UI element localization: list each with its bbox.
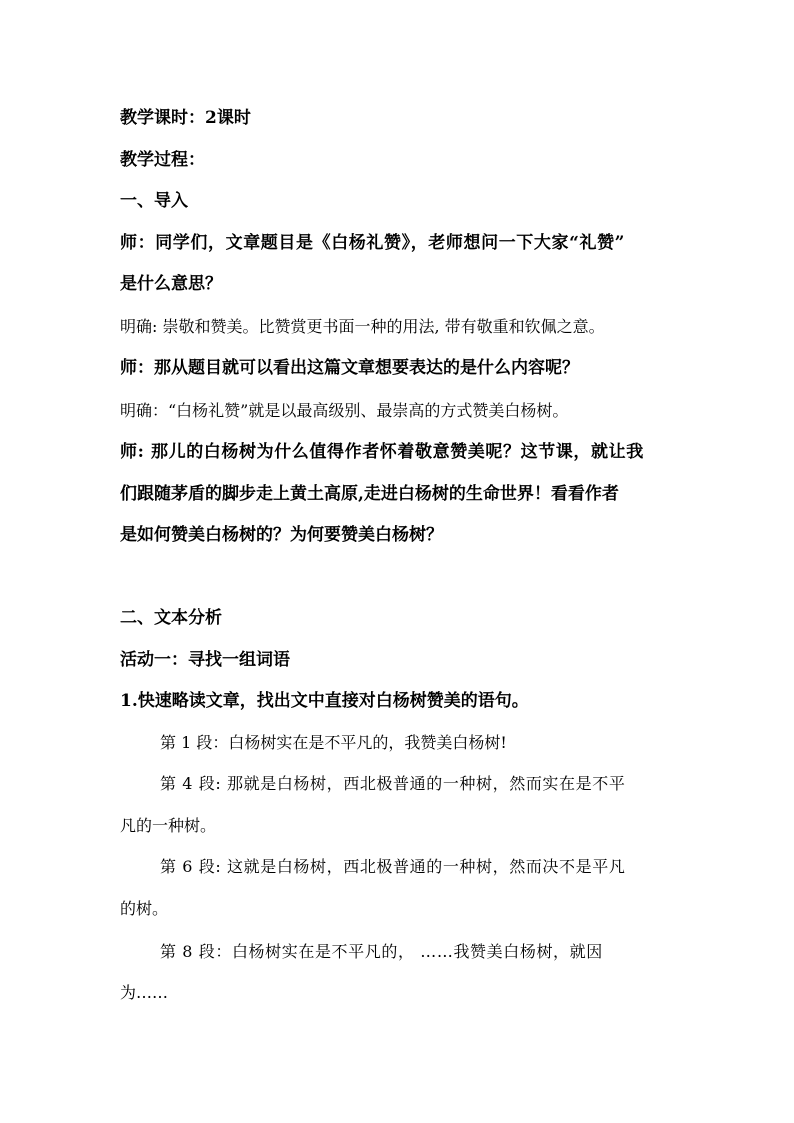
teacher-question-2: 师：那从题目就可以看出这篇文章想要表达的是什么内容呢？ (120, 358, 579, 378)
paragraph-8-quote-line-1: 第 8 段：白杨树实在是不平凡的， ……我赞美白杨树，就因 (160, 942, 603, 961)
class-hours-label: 教学课时：2课时 (120, 108, 251, 128)
teaching-process-heading: 教学过程： (120, 150, 205, 170)
answer-2: 明确：“白杨礼赞”就是以最高级别、最崇高的方式赞美白杨树。 (120, 401, 569, 420)
paragraph-4-quote-line-2: 凡的一种树。 (120, 816, 217, 835)
teacher-question-1-line-2: 是什么意思？ (120, 274, 222, 294)
paragraph-6-quote-line-2: 的树。 (120, 899, 169, 918)
paragraph-6-quote-line-1: 第 6 段: 这就是白杨树，西北极普通的一种树，然而决不是平凡 (160, 857, 626, 876)
answer-1: 明确: 崇敬和赞美。比赞赏更书面一种的用法, 带有敬重和钦佩之意。 (120, 317, 605, 336)
teacher-question-1-line-1: 师：同学们，文章题目是《白杨礼赞》，老师想问一下大家“礼赞” (120, 233, 626, 253)
teacher-question-3-line-2: 们跟随茅盾的脚步走上黄土高原,走进白杨树的生命世界！看看作者 (120, 484, 619, 504)
section-1-heading: 一、导入 (120, 191, 188, 211)
paragraph-8-quote-line-2: 为…… (120, 983, 169, 1002)
paragraph-4-quote-line-1: 第 4 段: 那就是白杨树，西北极普通的一种树，然而实在是不平 (160, 774, 626, 793)
teacher-question-3-line-3: 是如何赞美白杨树的？为何要赞美白杨树？ (120, 525, 443, 545)
task-1: 1.快速略读文章，找出文中直接对白杨树赞美的语句。 (120, 691, 529, 711)
section-2-heading: 二、文本分析 (120, 608, 222, 628)
paragraph-1-quote: 第 1 段：白杨树实在是不平凡的，我赞美白杨树! (160, 733, 507, 752)
activity-1-heading: 活动一：寻找一组词语 (120, 650, 290, 670)
teacher-question-3-line-1: 师: 那儿的白杨树为什么值得作者怀着敬意赞美呢？这节课，就让我 (120, 442, 644, 462)
